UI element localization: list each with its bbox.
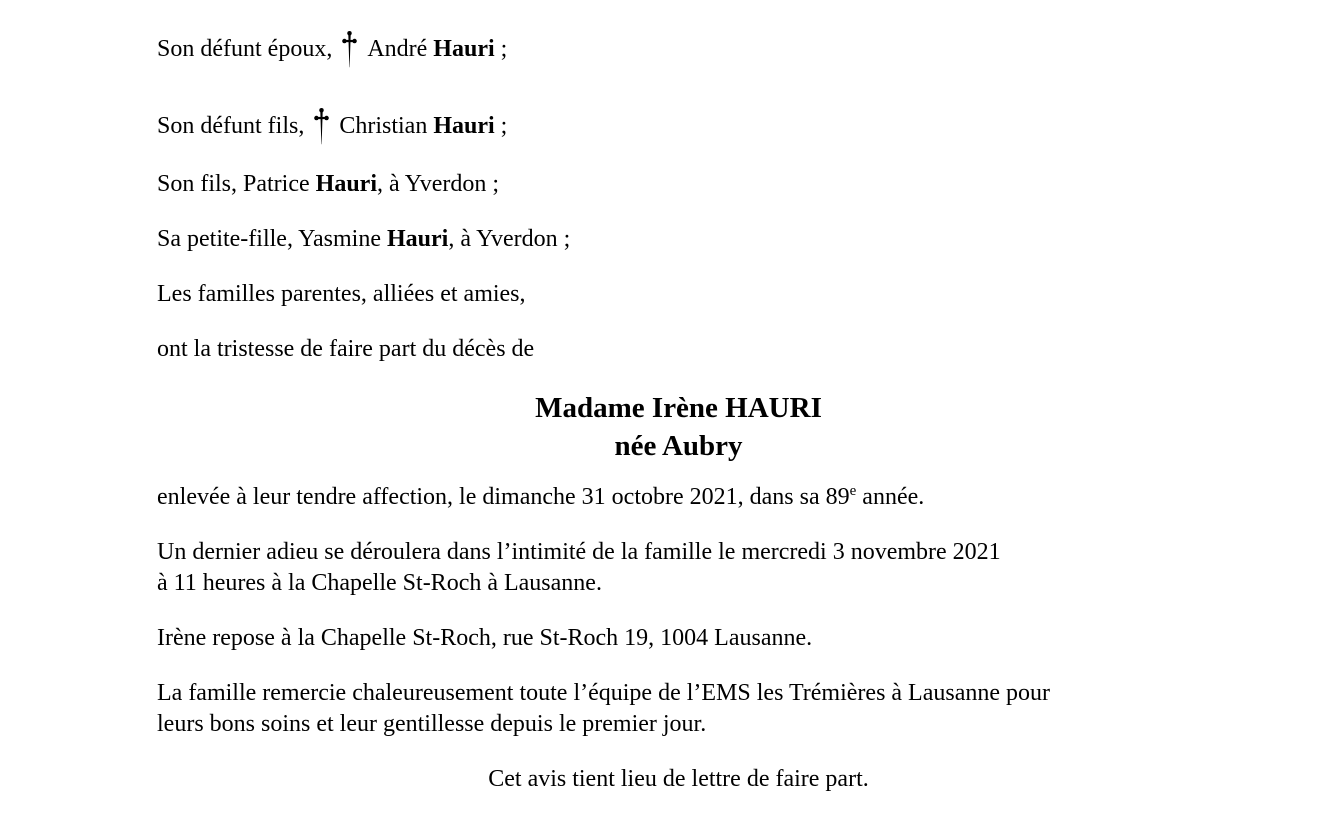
relative-prefix: Son défunt époux, [157,36,339,62]
deceased-cross-icon [314,107,329,145]
farewell-paragraph [157,537,1200,599]
notice-body [157,482,1200,795]
relative-prefix: Son fils, [157,171,244,197]
death-line [157,482,1200,513]
closing-line: Cet avis tient lieu de lettre de faire part. [488,766,869,792]
relative-line-son [157,169,1200,200]
relative-prefix: Son défunt fils, [157,113,311,139]
age-ordinal-sup: e [849,483,857,499]
relative-suffix: ; [494,36,508,62]
relative-suffix: , à Yverdon ; [377,171,500,197]
death-line-end: année. [856,484,925,510]
deceased-name: Madame Irène HAURI [535,392,822,424]
families-line: Les familles parentes, alliées et amies, [157,281,526,307]
farewell-line-2: à 11 heures à la Chapelle St-Roch à Lausanne. [157,570,602,596]
farewell-line-1: Un dernier adieu se déroulera dans l’intimité de la famille le mercredi 3 novembre 2021 [157,539,1001,565]
death-line-text: enlevée à leur tendre affection, le dimanche 31 octobre 2021, dans sa 89 [157,484,850,510]
intro-line: ont la tristesse de faire part du décès de [157,336,535,362]
maiden-name: née Aubry [614,430,743,462]
relative-line-son-deceased [157,107,1200,145]
relative-surname: Hauri [386,226,449,252]
relative-given-name: Yasmine [298,226,387,252]
relative-surname: Hauri [433,36,495,62]
relative-line-spouse [157,30,1200,68]
relative-given-name: Patrice [243,171,316,197]
relative-line-granddaughter [157,224,1200,255]
relative-suffix: ; [494,113,508,139]
repose-line: Irène repose à la Chapelle St-Roch, rue St-Roch 19, 1004 Lausanne. [157,625,813,651]
deceased-cross-icon [342,30,357,68]
thanks-paragraph [157,678,1200,740]
relative-given-name: Christian [339,113,434,139]
relatives-list [157,30,1200,365]
thanks-line-1: La famille remercie chaleureusement toute l’équipe de l’EMS les Trémières à Lausanne pour [157,680,1051,706]
deceased-name-block [157,389,1200,465]
relative-prefix: Sa petite-fille, [157,226,299,252]
relative-surname: Hauri [315,171,377,197]
thanks-line-2: leurs bons soins et leur gentillesse depuis le premier jour. [157,711,707,737]
relative-surname: Hauri [433,113,495,139]
relative-given-name: André [367,36,434,62]
relative-suffix: , à Yverdon ; [448,226,571,252]
